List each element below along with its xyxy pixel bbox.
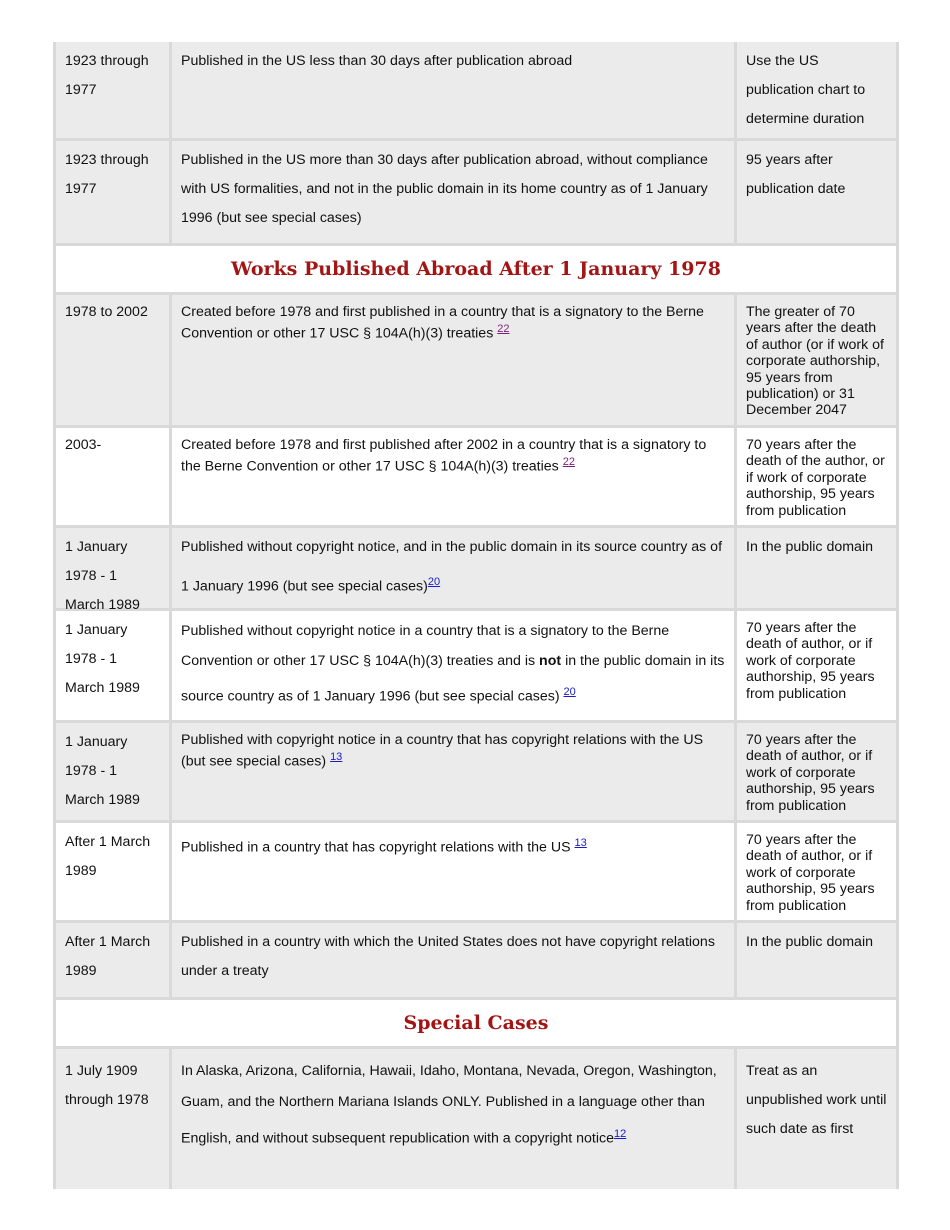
date-cell: 1923 through 1977 [53, 141, 169, 243]
description-cell [169, 611, 734, 720]
table-row [53, 42, 899, 141]
footnote-link[interactable]: 20 [563, 686, 576, 698]
footnote-link[interactable]: 22 [562, 456, 575, 469]
description-text: Published with copyright notice in a country that has copyright relations with the US (but see special cases) [181, 732, 704, 771]
description-cell [169, 428, 734, 525]
date-cell: 1 January 1978 - 1 March 1989 [53, 528, 169, 608]
description-cell: Published in a country with which the United States does not have copyright relations under a treaty [169, 923, 734, 997]
date-cell: After 1 March 1989 [53, 823, 169, 920]
footnote-link[interactable]: 13 [574, 837, 587, 849]
description-text: Created before 1978 and first published in a country that is a signatory to the Berne Convention or other 17 USC § 104A(h)(3) treaties [181, 304, 704, 343]
term-cell: Use the US publication chart to determine duration [734, 42, 899, 138]
copyright-table [53, 42, 899, 1189]
table-row [53, 723, 899, 823]
description-cell [169, 1049, 734, 1189]
section-heading-special-cases: Special Cases [53, 1000, 899, 1049]
description-text: Published without copyright notice, and in the public domain in its source country as of 1 January 1996 (but see special cases) [181, 539, 723, 595]
footnote-link[interactable]: 13 [330, 751, 343, 764]
section-heading-after-1978: Works Published Abroad After 1 January 1978 [53, 246, 899, 295]
description-cell [169, 723, 734, 820]
table-row [53, 528, 899, 611]
footnote-link[interactable]: 20 [427, 576, 441, 588]
date-cell: 1923 through 1977 [53, 42, 169, 138]
description-bold-text: not [539, 653, 562, 669]
description-text: Published without copyright notice in a country that is a signatory to the Berne Convention or other 17 USC § 104A(h)(3) treaties and is [181, 623, 670, 669]
term-cell: 70 years after the death of author, or if work of corporate authorship, 95 years from publication [734, 823, 899, 920]
description-text: Created before 1978 and first published after 2002 in a country that is a signatory to the Berne Convention or other 17 USC § 104A(h)(3) treaties [181, 437, 707, 476]
term-cell: Treat as an unpublished work until such date as first [734, 1049, 899, 1189]
description-text: Published in a country that has copyright relations with the US [181, 839, 571, 856]
term-cell: The greater of 70 years after the death of author (or if work of corporate authorship, 95 years from publication) or 31 December 2047 [734, 295, 899, 425]
table-row [53, 923, 899, 1000]
description-text: in the public domain in its source country as of 1 January 1996 (but see special cases) [181, 653, 725, 705]
description-cell [169, 823, 734, 920]
date-cell: 1 July 1909 through 1978 [53, 1049, 169, 1189]
description-cell: Published in the US more than 30 days after publication abroad, without compliance with US formalities, and not in the public domain in its home country as of 1 January 1996 (but see special cases) [169, 141, 734, 243]
term-cell: 70 years after the death of author, or if work of corporate authorship, 95 years from publication [734, 723, 899, 820]
table-row [53, 428, 899, 528]
table-row [53, 611, 899, 723]
description-cell: Published in the US less than 30 days after publication abroad [169, 42, 734, 138]
date-cell: 2003- [53, 428, 169, 525]
date-cell: 1 January 1978 - 1 March 1989 [53, 611, 169, 720]
description-cell [169, 295, 734, 425]
table-row [53, 1049, 899, 1189]
footnote-link[interactable]: 12 [614, 1128, 627, 1140]
term-cell: In the public domain [734, 528, 899, 608]
term-cell: In the public domain [734, 923, 899, 997]
description-text: In Alaska, Arizona, California, Hawaii, Idaho, Montana, Nevada, Oregon, Washington, Guam, and the Northern Mariana Islands ONLY. Published in a language other than English, and without subsequent republication with a copyright notice [181, 1063, 717, 1147]
table-row [53, 295, 899, 428]
table-row [53, 141, 899, 246]
description-cell [169, 528, 734, 608]
table-row [53, 823, 899, 923]
term-cell: 95 years after publication date [734, 141, 899, 243]
date-cell: 1978 to 2002 [53, 295, 169, 425]
date-cell: After 1 March 1989 [53, 923, 169, 997]
footnote-link[interactable]: 22 [497, 323, 510, 336]
term-cell: 70 years after the death of the author, or if work of corporate authorship, 95 years from publication [734, 428, 899, 525]
term-cell: 70 years after the death of author, or if work of corporate authorship, 95 years from publication [734, 611, 899, 720]
date-cell: 1 January 1978 - 1 March 1989 [53, 723, 169, 820]
